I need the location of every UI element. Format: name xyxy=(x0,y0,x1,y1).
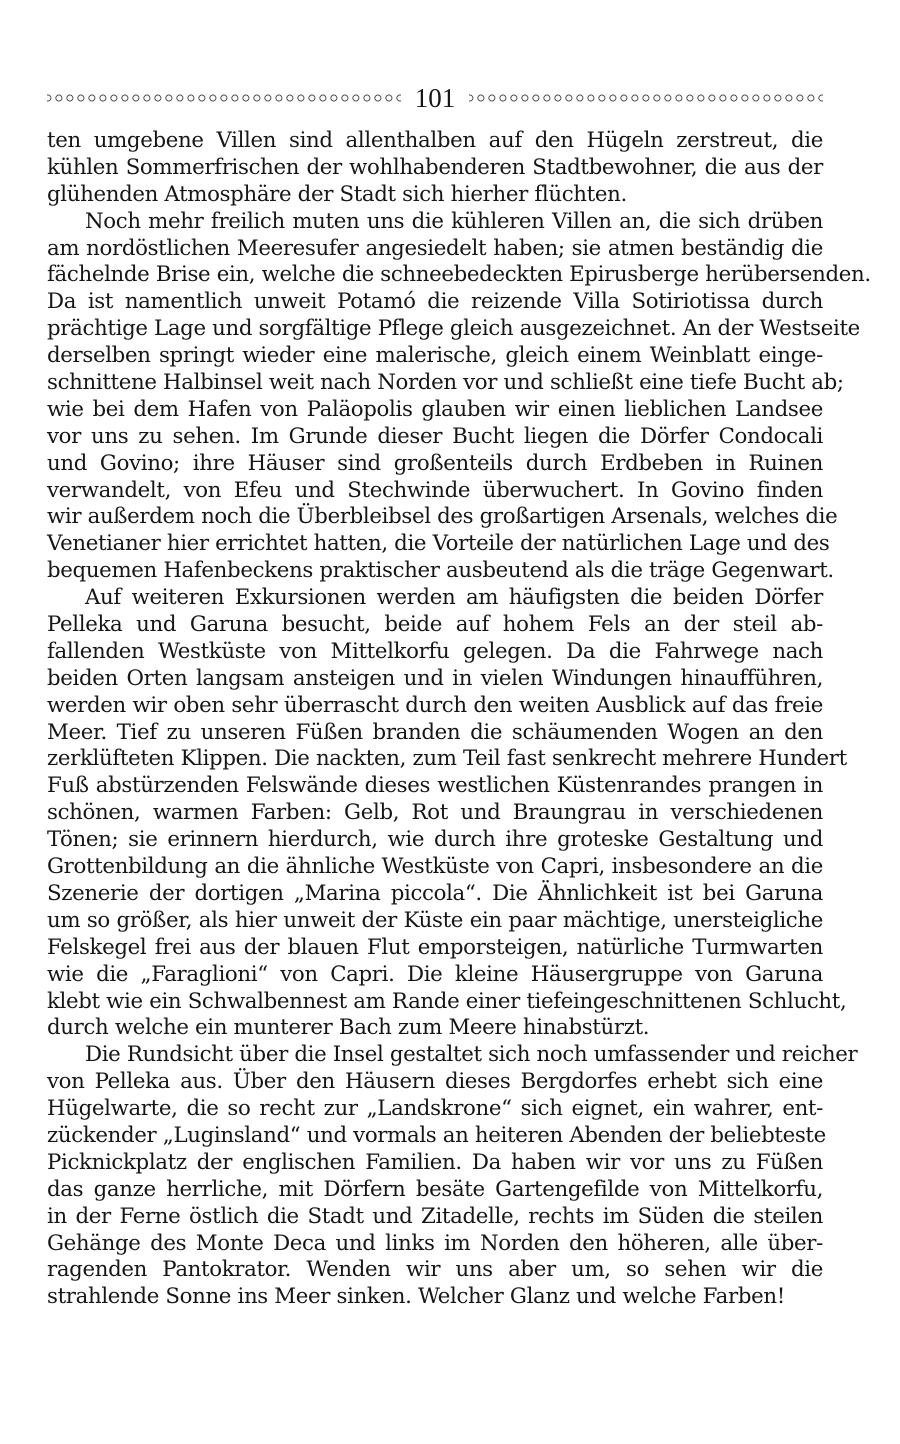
text-line: Fuß abstürzenden Felswände dieses westlichen Küstenrandes prangen in xyxy=(47,773,823,799)
text-line: verwandelt, von Efeu und Stechwinde überwuchert. In Govino finden xyxy=(47,477,823,503)
text-line: vor uns zu sehen. Im Grunde dieser Bucht liegen die Dörfer Condocali xyxy=(47,423,823,449)
text-line: kühlen Sommerfrischen der wohlhabenderen Stadtbewohner, die aus der xyxy=(47,154,823,180)
text-line: Da ist namentlich unweit Potamó die reizende Villa Sotiriotissa durch xyxy=(47,289,823,315)
text-line: Venetianer hier errichtet hatten, die Vorteile der natürlichen Lage und des xyxy=(47,531,830,557)
page-number: 101 xyxy=(414,82,456,113)
text-line: Szenerie der dortigen „Marina piccola“. Die Ähnlichkeit ist bei Garuna xyxy=(47,880,823,906)
body-text xyxy=(47,128,871,1311)
text-line: um so größer, als hier unweit der Küste ein paar mächtige, unersteigliche xyxy=(47,907,823,933)
text-line: Tönen; sie erinnern hierdurch, wie durch ihre groteske Gestaltung und xyxy=(47,827,823,853)
left-ornament-rule xyxy=(47,93,401,103)
text-line: Picknickplatz der englischen Familien. Da haben wir vor uns zu Füßen xyxy=(47,1149,823,1175)
text-line: und Govino; ihre Häuser sind großenteils durch Erdbeben in Ruinen xyxy=(47,450,823,476)
book-page xyxy=(47,78,871,1311)
text-line: glühenden Atmosphäre der Stadt sich hierher flüchten. xyxy=(47,181,627,207)
text-line: derselben springt wieder eine malerische, gleich einem Weinblatt einge- xyxy=(47,343,823,369)
text-line: schnittene Halbinsel weit nach Norden vor und schließt eine tiefe Bucht ab; xyxy=(47,370,844,396)
text-line: bequemen Hafenbeckens praktischer ausbeutend als die träge Gegenwart. xyxy=(47,558,834,584)
text-line: Auf weiteren Exkursionen werden am häufigsten die beiden Dörfer xyxy=(85,585,823,611)
paragraph xyxy=(47,585,847,1042)
text-line: Grottenbildung an die ähnliche Westküste von Capri, insbesondere an die xyxy=(47,854,823,880)
text-line: am nordöstlichen Meeresufer angesiedelt haben; sie atmen beständig die xyxy=(47,235,823,261)
text-line: Felskegel frei aus der blauen Flut emporsteigen, natürliche Turmwarten xyxy=(47,934,823,960)
page-header xyxy=(47,78,823,118)
text-line: prächtige Lage und sorgfältige Pflege gleich ausgezeichnet. An der Westseite xyxy=(47,316,860,342)
text-line: fallenden Westküste von Mittelkorfu gelegen. Da die Fahrwege nach xyxy=(47,638,823,664)
text-line: wie bei dem Hafen von Paläopolis glauben wir einen lieblichen Landsee xyxy=(47,396,823,422)
text-line: wie die „Faraglioni“ von Capri. Die kleine Häusergruppe von Garuna xyxy=(47,961,823,987)
text-line: Meer. Tief zu unseren Füßen branden die schäumenden Wogen an den xyxy=(47,719,823,745)
text-line: wir außerdem noch die Überbleibsel des großartigen Arsenals, welches die xyxy=(47,504,838,530)
paragraph xyxy=(47,128,823,209)
text-line: Pelleka und Garuna besucht, beide auf hohem Fels an der steil ab- xyxy=(47,612,823,638)
paragraph xyxy=(47,208,871,585)
text-line: klebt wie ein Schwalbennest am Rande einer tiefeingeschnittenen Schlucht, xyxy=(47,988,847,1014)
text-line: zückender „Luginsland“ und vormals an heiteren Abenden der beliebteste xyxy=(47,1122,826,1148)
text-line: fächelnde Brise ein, welche die schneebedeckten Epirusberge herübersenden. xyxy=(47,262,871,288)
text-line: durch welche ein munterer Bach zum Meere hinabstürzt. xyxy=(47,1015,650,1041)
text-line: Die Rundsicht über die Insel gestaltet sich noch umfassender und reicher xyxy=(85,1042,858,1068)
text-line: Gehänge des Monte Deca und links im Norden den höheren, alle über- xyxy=(47,1230,823,1256)
text-line: Hügelwarte, die so recht zur „Landskrone“ sich eignet, ein wahrer, ent- xyxy=(47,1096,823,1122)
text-line: zerklüfteten Klippen. Die nackten, zum Teil fast senkrecht mehrere Hundert xyxy=(47,746,847,772)
text-line: Noch mehr freilich muten uns die kühleren Villen an, die sich drüben xyxy=(85,208,823,234)
right-ornament-rule xyxy=(469,93,823,103)
text-line: strahlende Sonne ins Meer sinken. Welcher Glanz und welche Farben! xyxy=(47,1284,785,1310)
text-line: von Pelleka aus. Über den Häusern dieses Bergdorfes erhebt sich eine xyxy=(47,1069,823,1095)
text-line: beiden Orten langsam ansteigen und in vielen Windungen hinaufführen, xyxy=(47,665,823,691)
text-line: ragenden Pantokrator. Wenden wir uns aber um, so sehen wir die xyxy=(47,1257,823,1283)
text-line: ten umgebene Villen sind allenthalben auf den Hügeln zerstreut, die xyxy=(47,128,823,153)
text-line: in der Ferne östlich die Stadt und Zitadelle, rechts im Süden die steilen xyxy=(47,1203,823,1229)
text-line: werden wir oben sehr überrascht durch den weiten Ausblick auf das freie xyxy=(47,692,823,718)
text-line: schönen, warmen Farben: Gelb, Rot und Braungrau in verschiedenen xyxy=(47,800,823,826)
text-line: das ganze herrliche, mit Dörfern besäte Gartengefilde von Mittelkorfu, xyxy=(47,1176,823,1202)
paragraph xyxy=(47,1042,858,1311)
